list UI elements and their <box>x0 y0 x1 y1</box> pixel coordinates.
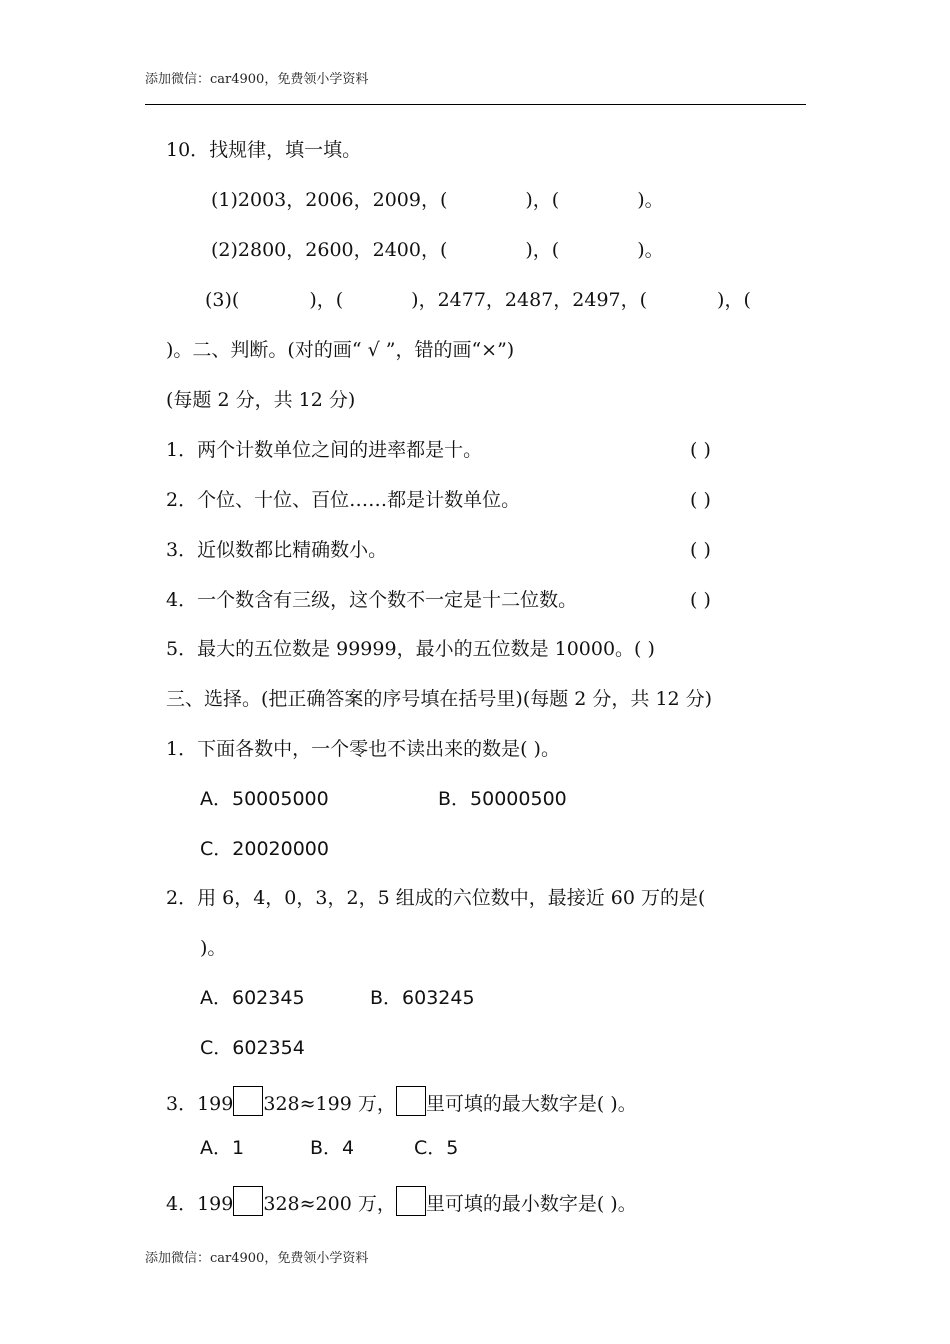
choice-q1-option-c[interactable]: C．20020000 <box>200 838 329 860</box>
judge-item-2: 2．个位、十位、百位……都是计数单位。 <box>166 489 521 511</box>
choice-q2-option-a[interactable]: A．602345 <box>200 987 305 1009</box>
q10-part2 <box>211 238 664 262</box>
choice-q2-option-c[interactable]: C．602354 <box>200 1037 305 1059</box>
choice-q2-stem-continued: )。 <box>200 937 227 959</box>
choice-q1-option-b[interactable]: B．50000500 <box>438 788 567 810</box>
judge-answer-blank-3[interactable]: ( ) <box>690 539 711 561</box>
page-footer: 添加微信：car4900，免费领小学资料 <box>145 1251 369 1266</box>
digit-box[interactable] <box>233 1186 263 1216</box>
choice-q4-post: 里可填的最小数字是( )。 <box>425 1193 637 1215</box>
judge-item-1: 1．两个计数单位之间的进率都是十。 <box>166 439 483 461</box>
choice-q4-pre: 4．199 <box>166 1193 234 1215</box>
q10-part3-d: )，( <box>717 289 751 311</box>
choice-q3-stem <box>166 1086 637 1115</box>
choice-q3-option-a[interactable]: A．1 <box>200 1137 245 1159</box>
q10-part1-end: )。 <box>637 189 664 211</box>
choice-q3-pre: 3．199 <box>166 1093 234 1115</box>
judge-answer-blank-4[interactable]: ( ) <box>690 589 711 611</box>
choice-title: 三、选择。(把正确答案的序号填在括号里)(每题 2 分，共 12 分) <box>166 688 713 710</box>
q10-part2-prefix: (2)2800，2600，2400，( <box>211 239 448 261</box>
q10-part3-a: (3)( <box>205 289 240 311</box>
choice-q2-stem: 2．用 6，4，0，3，2，5 组成的六位数中，最接近 60 万的是( <box>166 887 706 909</box>
digit-box <box>396 1186 426 1216</box>
judge-answer-blank-2[interactable]: ( ) <box>690 489 711 511</box>
q10-title: 10．找规律，填一填。 <box>166 139 362 161</box>
digit-box[interactable] <box>233 1086 263 1116</box>
q10-part3-b: )，( <box>309 289 344 311</box>
q10-part3-c: )，2477，2487，2497，( <box>411 289 648 311</box>
choice-q1-stem: 1．下面各数中，一个零也不读出来的数是( )。 <box>166 738 560 760</box>
page-header: 添加微信：car4900，免费领小学资料 <box>145 72 369 87</box>
header-rule <box>145 104 806 105</box>
digit-box <box>396 1086 426 1116</box>
judge-answer-blank-1[interactable]: ( ) <box>690 439 711 461</box>
q10-part3 <box>205 288 751 312</box>
q10-part2-mid: )，( <box>525 239 560 261</box>
choice-q3-mid: 328≈199 万， <box>263 1093 396 1115</box>
choice-q2-option-b[interactable]: B．603245 <box>370 987 475 1009</box>
choice-q3-option-b[interactable]: B．4 <box>310 1137 355 1159</box>
q10-part2-end: )。 <box>637 239 664 261</box>
choice-q1-option-a[interactable]: A．50005000 <box>200 788 329 810</box>
choice-q4-stem <box>166 1186 637 1215</box>
q10-part1-mid: )，( <box>525 189 560 211</box>
q10-part1 <box>211 188 664 212</box>
choice-q3-post: 里可填的最大数字是( )。 <box>425 1093 637 1115</box>
judge-item-5: 5．最大的五位数是 99999，最小的五位数是 10000。( ) <box>166 638 655 660</box>
choice-q3-option-c[interactable]: C．5 <box>414 1137 459 1159</box>
q10-part1-prefix: (1)2003，2006，2009，( <box>211 189 448 211</box>
q10-part3-continued: )。二、判断。(对的画“ √ ”，错的画“×”) <box>166 339 515 361</box>
choice-q4-mid: 328≈200 万， <box>263 1193 396 1215</box>
judge-item-4: 4．一个数含有三级，这个数不一定是十二位数。 <box>166 589 578 611</box>
judge-item-3: 3．近似数都比精确数小。 <box>166 539 388 561</box>
judge-score: (每题 2 分，共 12 分) <box>166 389 356 411</box>
